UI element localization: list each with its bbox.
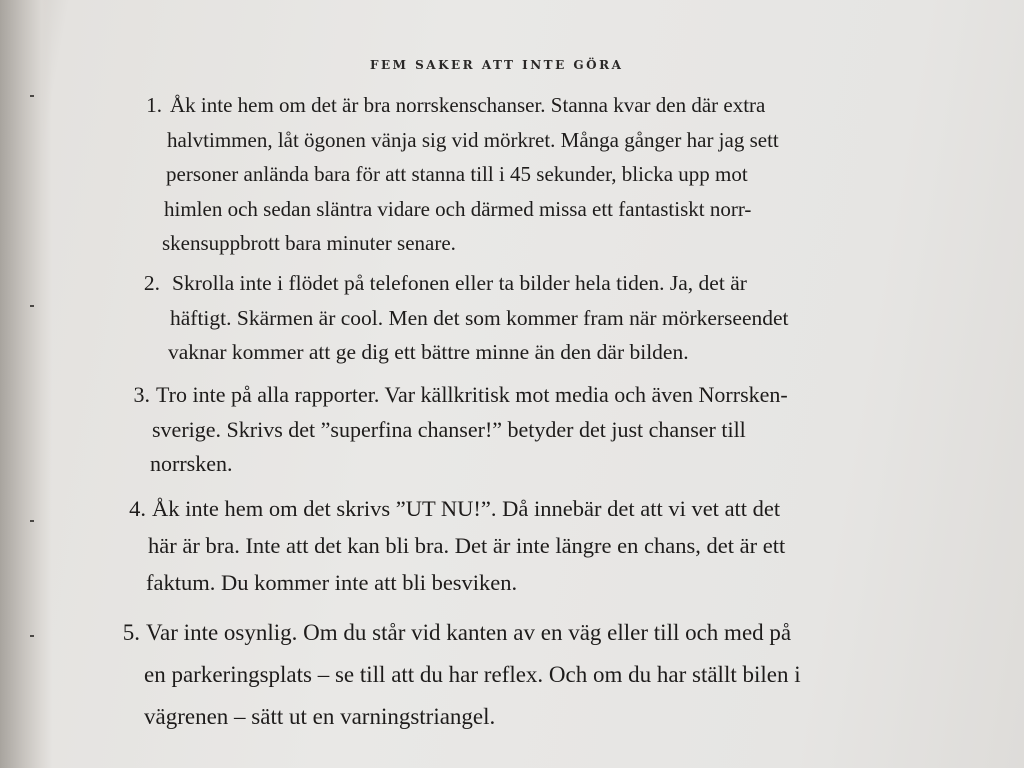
item-line: faktum. Du kommer inte att bli besviken. [146, 570, 518, 595]
item-line: Skrolla inte i flödet på telefonen eller ta bilder hela tiden. Ja, det är [172, 271, 747, 295]
list-item-5 [122, 612, 801, 738]
item-line: personer anlända bara för att stanna till i 45 sekunder, blicka upp mot [166, 162, 748, 186]
item-line: Tro inte på alla rapporter. Var källkritisk mot media och även Norrsken- [156, 382, 788, 407]
item-line: sverige. Skrivs det ”superfina chanser!” betyder det just chanser till [152, 416, 746, 442]
list-item-1 [146, 88, 779, 261]
binding-stitch [30, 305, 34, 307]
page [60, 0, 1020, 768]
binding-stitch [30, 95, 34, 97]
item-number: 2. [143, 271, 160, 295]
item-number: 4. [129, 496, 146, 521]
list-item-2 [143, 266, 789, 370]
item-line: halvtimmen, låt ögonen vänja sig vid mörkret. Många gånger har jag sett [167, 127, 779, 152]
item-line: här är bra. Inte att det kan bli bra. Det är inte längre en chans, det är ett [148, 533, 786, 558]
item-line: en parkeringsplats – se till att du har reflex. Och om du har ställt bilen i [144, 662, 801, 687]
item-line: himlen och sedan släntra vidare och därmed missa ett fantastiskt norr- [164, 196, 752, 221]
item-line: norrsken. [150, 451, 233, 476]
item-line: Åk inte hem om det är bra norrskenschanser. Stanna kvar den där extra [170, 93, 766, 117]
page-heading: FEM SAKER ATT INTE GÖRA [370, 58, 624, 72]
item-line: Åk inte hem om det skrivs ”UT NU!”. Då innebär det att vi vet att det [152, 496, 781, 521]
item-number: 3. [133, 382, 150, 407]
binding-stitch [30, 635, 34, 637]
item-line: skensuppbrott bara minuter senare. [162, 231, 456, 255]
book-gutter [0, 0, 52, 768]
item-line: vägrenen – sätt ut en varningstriangel. [144, 704, 496, 729]
list-item-3 [133, 378, 788, 482]
item-number: 5. [122, 620, 140, 645]
item-number: 1. [146, 93, 162, 117]
binding-stitch [30, 520, 34, 522]
item-line: vaknar kommer att ge dig ett bättre minne än den där bilden. [168, 340, 689, 364]
list-item-4 [129, 490, 786, 601]
item-line: Var inte osynlig. Om du står vid kanten av en väg eller till och med på [146, 620, 792, 645]
item-line: häftigt. Skärmen är cool. Men det som kommer fram när mörkerseendet [170, 305, 789, 330]
